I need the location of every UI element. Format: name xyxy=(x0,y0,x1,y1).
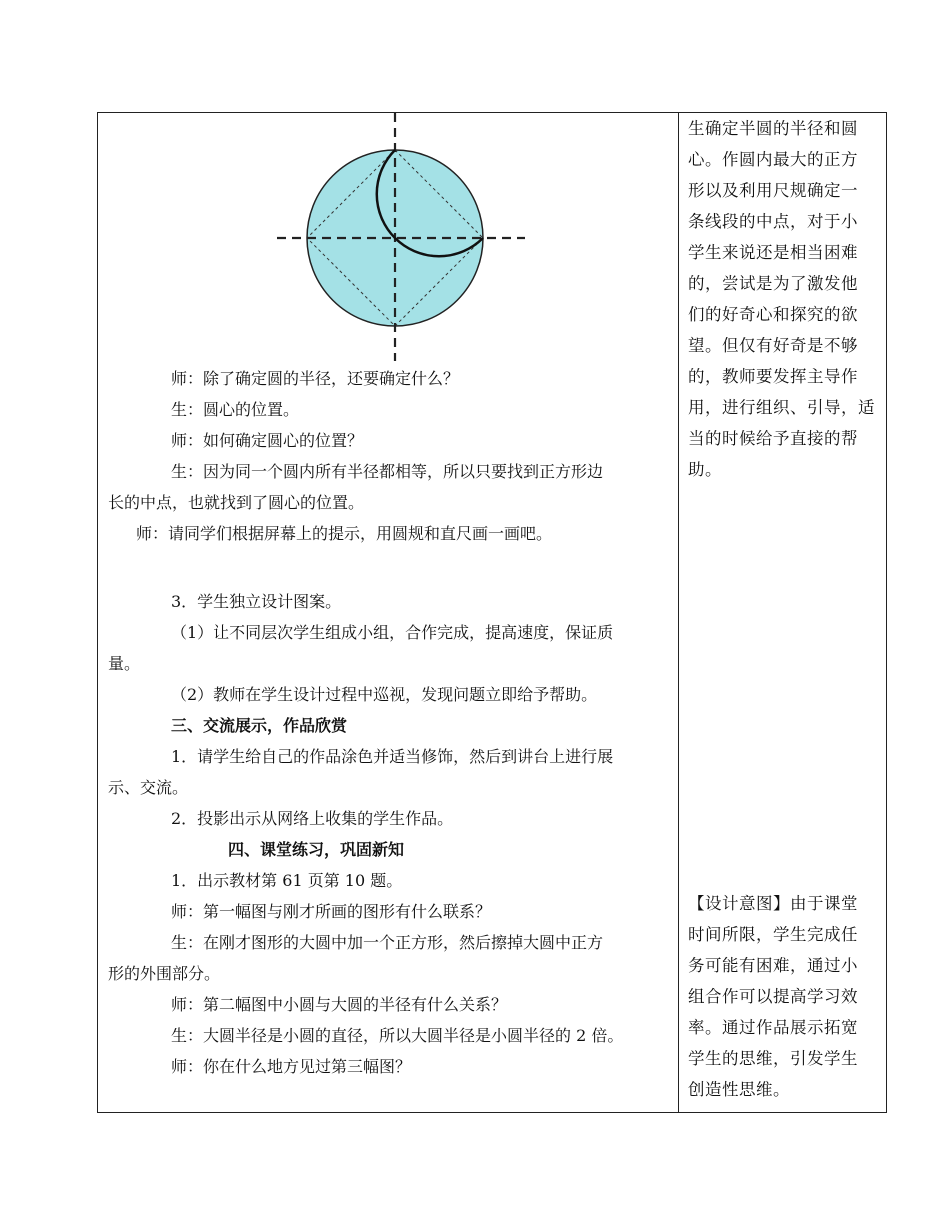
step-line: 1．出示教材第 61 页第 10 题。 xyxy=(171,871,403,890)
dialog-line: 形的外围部分。 xyxy=(108,964,221,983)
section-heading: 四、课堂练习，巩固新知 xyxy=(228,840,405,859)
lesson-process-column xyxy=(108,113,673,1112)
column-divider xyxy=(678,113,679,1112)
intent-line: 学生来说还是相当困难 xyxy=(688,243,858,262)
step-line: 示、交流。 xyxy=(108,778,189,797)
intent-line: 们的好奇心和探究的欲 xyxy=(688,305,858,324)
intent-line: 望。但仅有好奇是不够 xyxy=(688,336,858,355)
step-line: 2．投影出示从网络上收集的学生作品。 xyxy=(171,809,454,828)
step-line: （1）让不同层次学生组成小组，合作完成，提高速度，保证质 xyxy=(171,623,614,642)
intent-line: 用，进行组织、引导，适 xyxy=(688,398,875,417)
dialog-line: 师：第二幅图中小圆与大圆的半径有什么关系？ xyxy=(171,995,508,1014)
step-line: 量。 xyxy=(108,654,141,673)
intent-line: 务可能有困难，通过小 xyxy=(688,956,858,975)
dialog-line: 生：在刚才图形的大圆中加一个正方形，然后擦掉大圆中正方 xyxy=(171,933,604,952)
intent-line: 形以及利用尺规确定一 xyxy=(688,181,858,200)
intent-line: 的，尝试是为了激发他 xyxy=(688,274,858,293)
step-line: 1．请学生给自己的作品涂色并适当修饰，然后到讲台上进行展 xyxy=(171,747,614,766)
intent-line: 【设计意图】由于课堂 xyxy=(688,894,858,913)
dialog-line: 师：你在什么地方见过第三幅图？ xyxy=(171,1057,412,1076)
intent-line: 率。通过作品展示拓宽 xyxy=(688,1018,858,1037)
intent-line: 当的时候给予直接的帮 xyxy=(688,429,858,448)
dialog-line: 生：因为同一个圆内所有半径都相等，所以只要找到正方形边 xyxy=(171,462,604,481)
dialog-line: 生：大圆半径是小圆的直径，所以大圆半径是小圆半径的 2 倍。 xyxy=(171,1026,624,1045)
dialog-line: 师：第一幅图与刚才所画的图形有什么联系？ xyxy=(171,902,492,921)
diagram-svg xyxy=(265,113,525,361)
step-line: （2）教师在学生设计过程中巡视，发现问题立即给予帮助。 xyxy=(171,685,598,704)
dialog-line: 长的中点，也就找到了圆心的位置。 xyxy=(108,493,365,512)
intent-line: 生确定半圆的半径和圆 xyxy=(688,119,858,138)
circle-square-semicircle-diagram xyxy=(265,113,525,361)
design-intent-column xyxy=(688,113,878,1112)
intent-line: 的，教师要发挥主导作 xyxy=(688,367,858,386)
lesson-table xyxy=(97,112,887,1113)
step-line: 3．学生独立设计图案。 xyxy=(171,592,342,611)
dialog-line: 师：如何确定圆心的位置？ xyxy=(171,431,364,450)
intent-line: 条线段的中点，对于小 xyxy=(688,212,858,231)
intent-line: 创造性思维。 xyxy=(688,1080,790,1099)
intent-line: 时间所限，学生完成任 xyxy=(688,925,858,944)
intent-line: 组合作可以提高学习效 xyxy=(688,987,858,1006)
intent-line: 学生的思维，引发学生 xyxy=(688,1049,858,1068)
intent-line: 助。 xyxy=(688,460,722,479)
section-heading: 三、交流展示，作品欣赏 xyxy=(171,716,348,735)
dialog-line: 师：除了确定圆的半径，还要确定什么？ xyxy=(171,369,460,388)
dialog-line: 生：圆心的位置。 xyxy=(171,400,300,419)
dialog-line: 师：请同学们根据屏幕上的提示，用圆规和直尺画一画吧。 xyxy=(136,524,553,543)
intent-line: 心。作圆内最大的正方 xyxy=(688,150,858,169)
